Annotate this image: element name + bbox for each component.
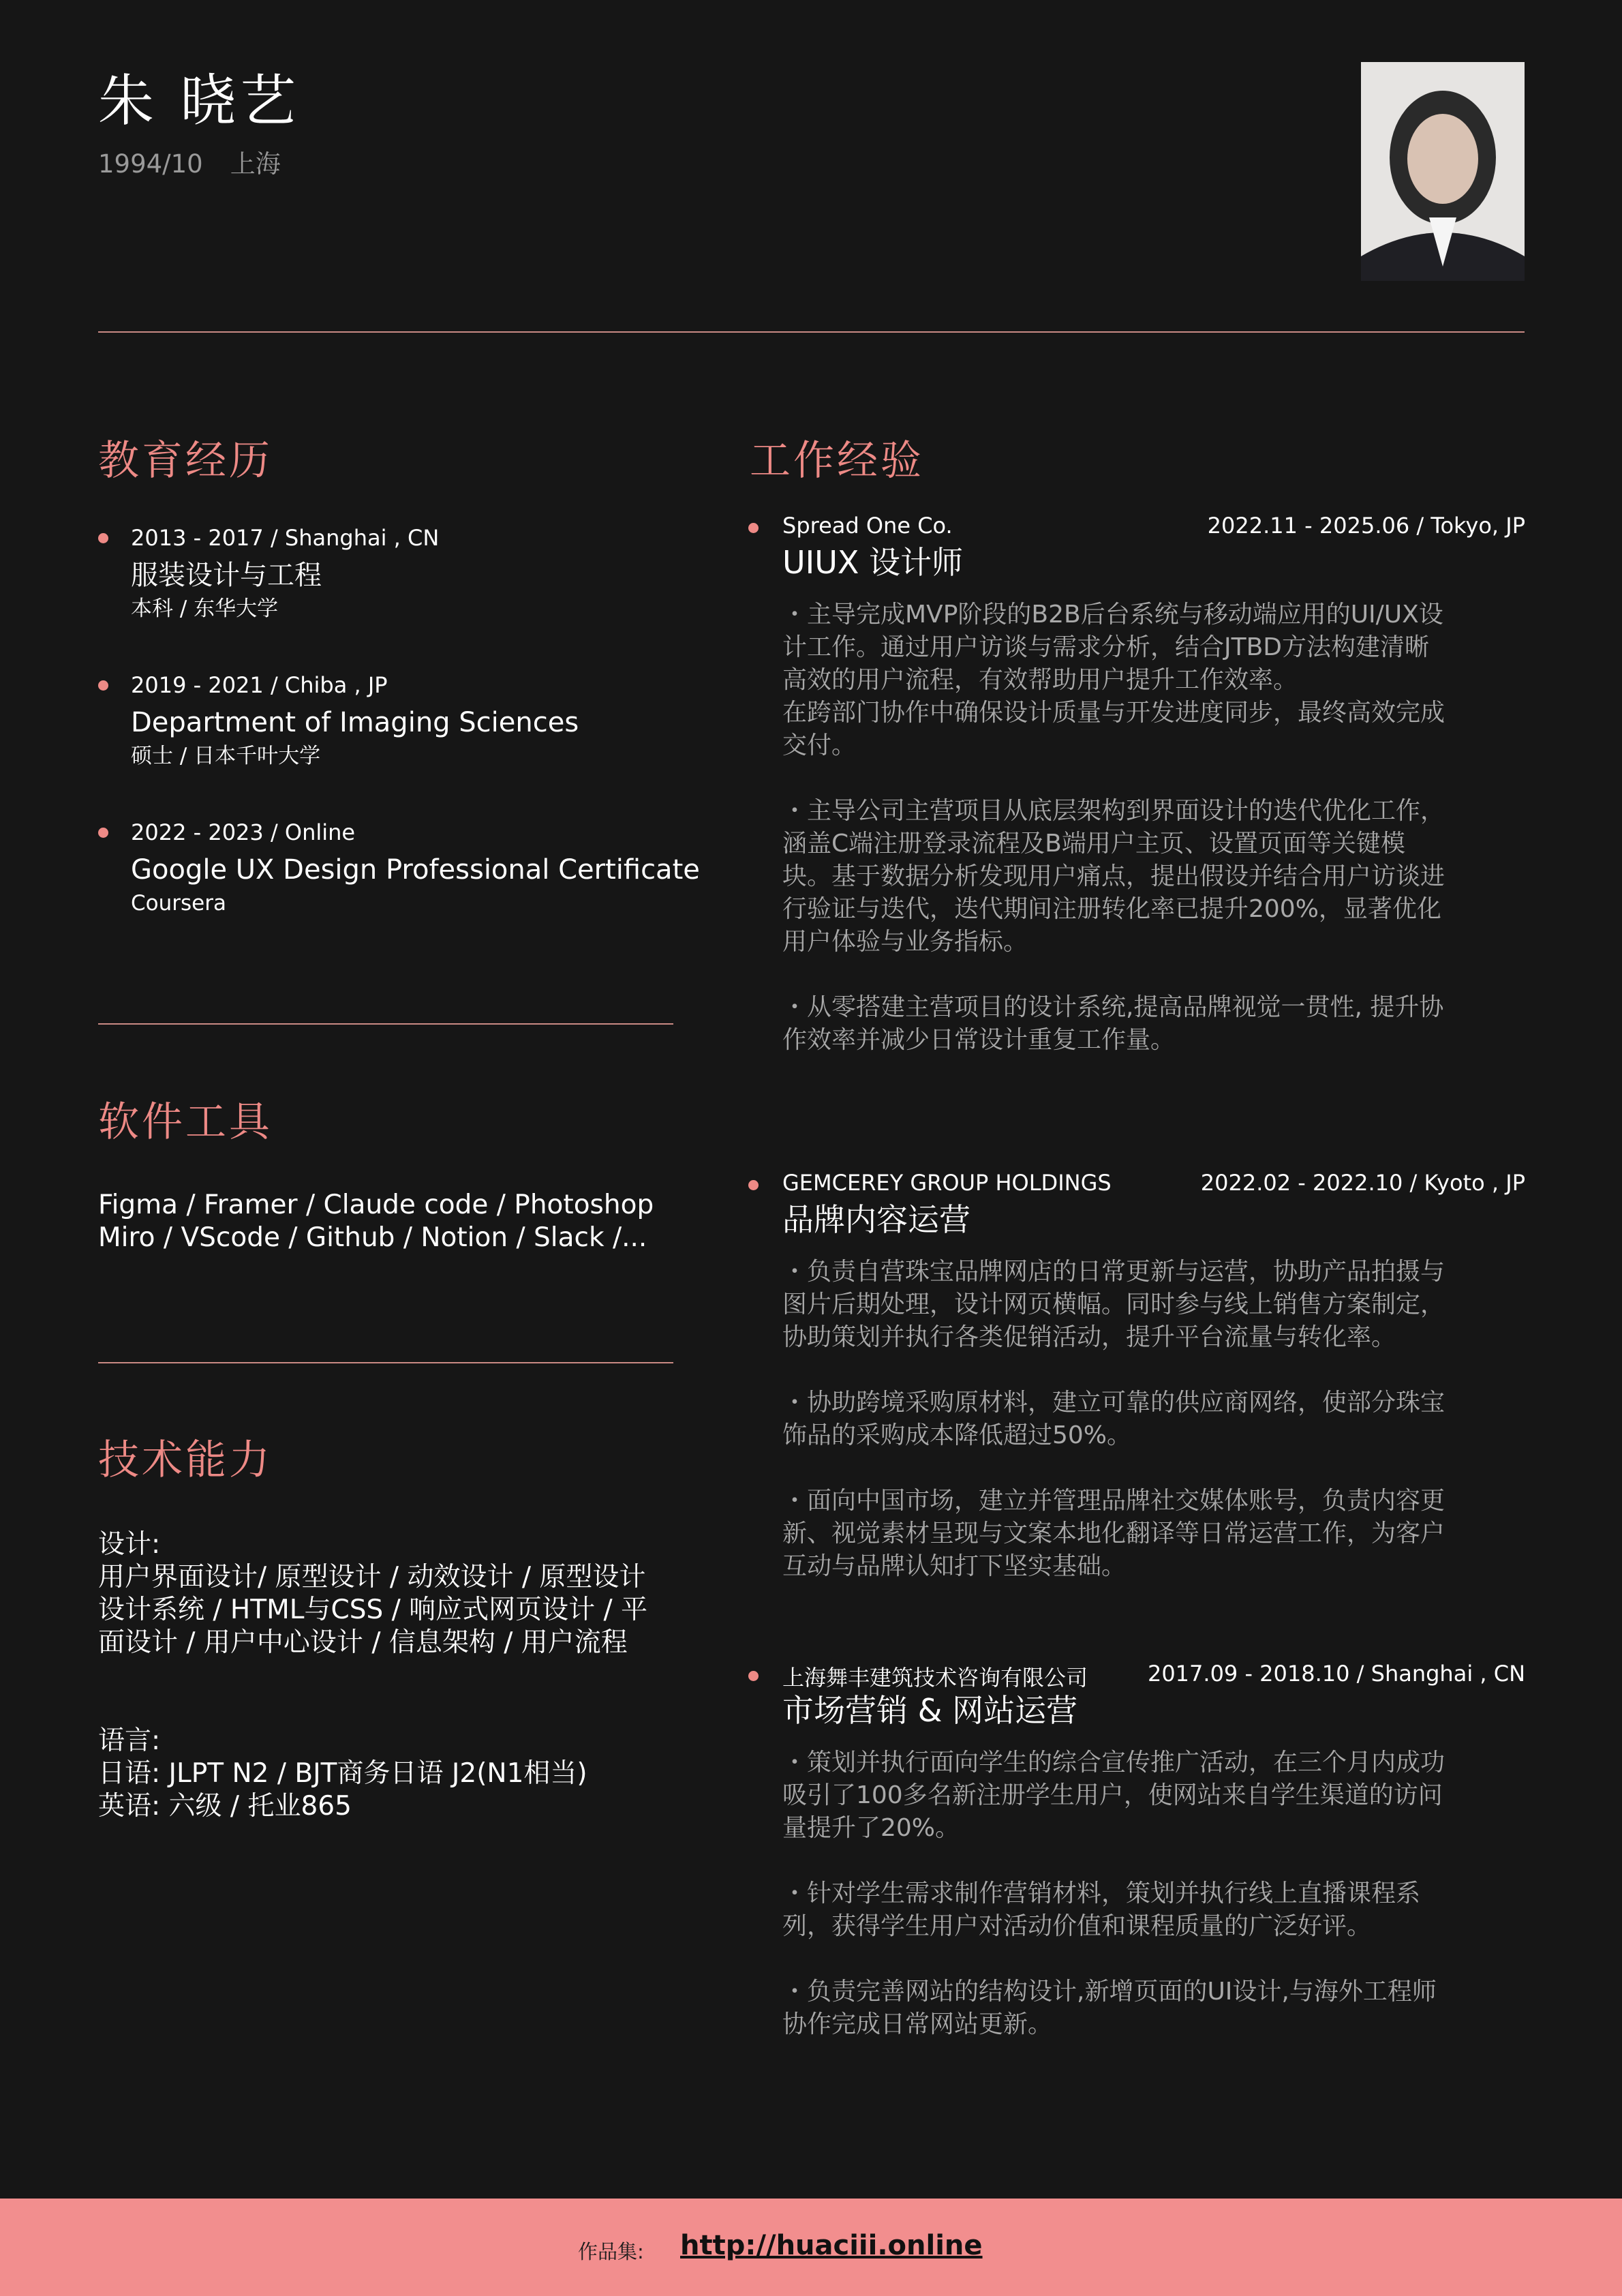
job-entry	[748, 513, 1525, 1089]
language-line: 英语: 六级 / 托业865	[98, 1791, 352, 1822]
job-bullet	[782, 1877, 1525, 1943]
design-skills	[98, 1528, 647, 1659]
bullet-line: 协助策划并执行各类促销活动，提升平台流量与转化率。	[782, 1323, 1396, 1351]
software-line: Figma / Framer / Claude code / Photoshop	[98, 1190, 654, 1220]
bullet-line: 高效的用户流程，有效帮助用户提升工作效率。	[782, 665, 1298, 694]
education-item	[98, 818, 700, 918]
language-skills	[98, 1725, 587, 1823]
bullet-line: 涵盖C端注册登录流程及B端用户主页、设置页面等关键模	[782, 829, 1405, 858]
bullet-line: ・负责完善网站的结构设计,新增页面的UI设计,与海外工程师	[782, 1977, 1437, 2006]
bullet-line: 行验证与迭代，迭代期间注册转化率已提升200%，显著优化	[782, 894, 1441, 923]
education-meta: 2013 - 2017 / Shanghai , CN	[131, 525, 440, 551]
bullet-line: 块。基于数据分析发现用户痛点，提出假设并结合用户访谈进	[782, 862, 1445, 890]
bullet-line: ・主导完成MVP阶段的B2B后台系统与移动端应用的UI/UX设	[782, 600, 1443, 629]
job-bullet	[782, 1485, 1525, 1583]
job-bullet	[782, 991, 1525, 1057]
skills-title: 技术能力	[98, 1436, 273, 1484]
company-name: GEMCEREY GROUP HOLDINGS	[782, 1170, 1112, 1196]
design-line: 设计系统 / HTML与CSS / 响应式网页设计 / 平	[98, 1595, 648, 1625]
education-item	[98, 524, 684, 624]
education-divider	[98, 1023, 673, 1025]
job-role: UIUX 设计师	[782, 544, 964, 581]
job-role: 市场营销 & 网站运营	[782, 1692, 1078, 1729]
bullet-line: 列，获得学生用户对活动价值和课程质量的广泛好评。	[782, 1912, 1372, 1940]
job-bullets	[782, 1747, 1525, 2041]
bullet-line: 新、视觉素材呈现与文案本地化翻译等日常运营工作，为客户	[782, 1519, 1445, 1547]
bullet-line: 交付。	[782, 731, 857, 759]
bullet-line: 协作完成日常网站更新。	[782, 2010, 1053, 2038]
education-major: Department of Imaging Sciences	[131, 707, 579, 739]
job-role: 品牌内容运营	[782, 1201, 970, 1238]
bullet-line: 计工作。通过用户访谈与需求分析，结合JTBD方法构建清晰	[782, 633, 1430, 661]
job-bullet	[782, 599, 1525, 762]
job-bullets	[782, 599, 1525, 1057]
education-meta: 2022 - 2023 / Online	[131, 819, 356, 845]
job-bullet	[782, 1976, 1525, 2041]
education-title: 教育经历	[98, 437, 273, 485]
job-bullet	[782, 1387, 1525, 1452]
job-period: 2017.09 - 2018.10 / Shanghai , CN	[1147, 1661, 1525, 1687]
education-item	[98, 671, 684, 771]
education-degree: 本科 / 东华大学	[131, 596, 279, 622]
bullet-dot	[98, 828, 108, 838]
job-period: 2022.02 - 2022.10 / Kyoto , JP	[1200, 1170, 1525, 1196]
portfolio-label: 作品集:	[578, 2240, 644, 2263]
software-divider	[98, 1362, 673, 1363]
bullet-line: 在跨部门协作中确保设计质量与开发进度同步，最终高效完成	[782, 698, 1445, 727]
bullet-line: 互动与品牌认知打下坚实基础。	[782, 1552, 1127, 1580]
education-major: 服装设计与工程	[131, 560, 322, 592]
bullet-line: ・面向中国市场，建立并管理品牌社交媒体账号，负责内容更	[782, 1486, 1445, 1515]
bullet-line: ・针对学生需求制作营销材料，策划并执行线上直播课程系	[782, 1879, 1421, 1907]
portfolio-footer	[0, 2199, 1622, 2296]
language-line: 日语: JLPT N2 / BJT商务日语 J2(N1相当)	[98, 1758, 587, 1789]
bullet-dot	[98, 533, 108, 543]
bullet-line: 图片后期处理，设计网页横幅。同时参与线上销售方案制定，	[782, 1290, 1445, 1318]
bullet-line: 作效率并减少日常设计重复工作量。	[782, 1025, 1176, 1054]
header-divider	[98, 331, 1525, 333]
bullet-line: 饰品的采购成本降低超过50%。	[782, 1421, 1132, 1449]
personal-info	[98, 143, 308, 180]
job-bullet	[782, 795, 1525, 958]
work-title: 工作经验	[750, 437, 924, 485]
company-name: Spread One Co.	[782, 513, 953, 539]
education-degree: Coursera	[131, 891, 226, 916]
design-line: 面设计 / 用户中心设计 / 信息架构 / 用户流程	[98, 1627, 628, 1658]
bullet-line: ・主导公司主营项目从底层架构到界面设计的迭代优化工作，	[782, 796, 1445, 825]
profile-photo	[1361, 62, 1525, 281]
portfolio-link[interactable]: http://huaciii.online	[680, 2230, 983, 2261]
language-label: 语言:	[98, 1725, 161, 1756]
education-degree: 硕士 / 日本千叶大学	[131, 744, 321, 769]
candidate-name: 朱 晓艺	[98, 69, 301, 134]
bullet-line: ・负责自营珠宝品牌网店的日常更新与运营，协助产品拍摄与	[782, 1257, 1445, 1286]
education-meta: 2019 - 2021 / Chiba , JP	[131, 672, 388, 698]
design-line: 用户界面设计/ 原型设计 / 动效设计 / 原型设计	[98, 1562, 646, 1592]
design-label: 设计:	[98, 1529, 161, 1560]
software-title: 软件工具	[98, 1098, 273, 1146]
bullet-line: ・策划并执行面向学生的综合宣传推广活动，在三个月内成功	[782, 1748, 1445, 1777]
software-list	[98, 1189, 654, 1254]
job-bullet	[782, 1256, 1525, 1354]
bullet-line: ・协助跨境采购原材料，建立可靠的供应商网络，使部分珠宝	[782, 1388, 1445, 1417]
bullet-line: 吸引了100多名新注册学生用户，使网站来自学生渠道的访问	[782, 1781, 1443, 1809]
education-major: Google UX Design Professional Certificate	[131, 854, 700, 886]
job-bullet	[782, 1747, 1525, 1845]
birth-date: 1994/10	[98, 149, 203, 179]
city: 上海	[230, 149, 281, 179]
job-period: 2022.11 - 2025.06 / Tokyo, JP	[1207, 513, 1525, 539]
bullet-line: 量提升了20%。	[782, 1813, 960, 1842]
company-name: 上海舞丰建筑技术咨询有限公司	[782, 1665, 1088, 1691]
job-entry	[748, 1170, 1525, 1616]
bullet-dot	[98, 680, 108, 691]
bullet-line: 用户体验与业务指标。	[782, 927, 1028, 956]
software-line: Miro / VScode / Github / Notion / Slack /...	[98, 1222, 647, 1253]
bullet-line: ・从零搭建主营项目的设计系统,提高品牌视觉一贯性, 提升协	[782, 993, 1444, 1021]
profile-photo-placeholder	[1361, 62, 1525, 281]
job-entry	[748, 1661, 1525, 2074]
job-bullets	[782, 1256, 1525, 1583]
